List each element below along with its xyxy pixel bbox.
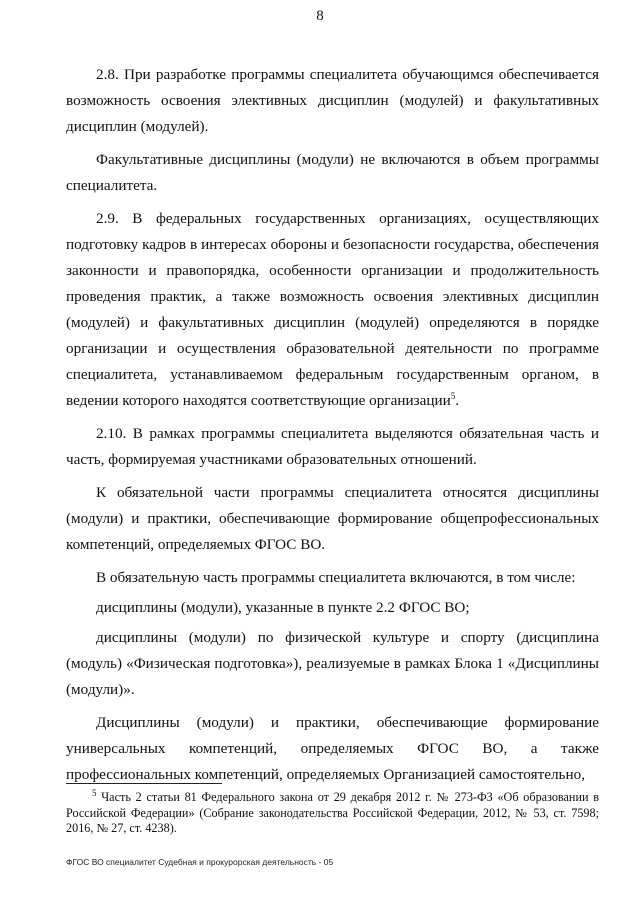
footnote-marker: 5 [92,787,97,798]
paragraph-includes: В обязательную часть программы специалитета включаются, в том числе: [96,569,576,586]
paragraph-2-10: 2.10. В рамках программы специалитета выделяются обязательная часть и часть, формируемая участниками образовательных отношений. [66,425,599,468]
footnote-reference[interactable]: 5 [450,390,456,401]
document-footer-id: ФГОС ВО специалитет Судебная и прокурорская деятельность - 05 [66,857,334,867]
paragraph-optional-disciplines: Факультативные дисциплины (модули) не включаются в объем программы специалитета. [66,151,599,194]
paragraph-universal-competences: Дисциплины (модули) и практики, обеспечивающие формирование универсальных компетенций, определяемых ФГОС ВО, а также профессиональных компетенций, определяемых Организацией самостоятельно, [66,714,599,783]
footnote-divider [66,783,222,784]
paragraph-2-8: 2.8. При разработке программы специалитета обучающимся обеспечивается возможность освоения элективных дисциплин (модулей) и факультативных дисциплин (модулей). [66,66,599,135]
footnote-text: Часть 2 статьи 81 Федерального закона от 29 декабря 2012 г. № 273-ФЗ «Об образовании в Российской Федерации» (Собрание законодательства Российской Федерации, 2012, № 53, ст. 7598; 2016, № 27, ст. 4238). [66,790,600,835]
paragraph-item-2-2: дисциплины (модули), указанные в пункте 2.2 ФГОС ВО; [96,599,470,616]
paragraph-2-9: 2.9. В федеральных государственных организациях, осуществляющих подготовку кадров в интересах обороны и безопасности государства, обеспечения законности и правопорядка, особенности организации и продолжительность проведения практик, а также возможность освоения элективных дисциплин (модулей) и факультативных дисциплин (модулей) определяются в порядке организации и осуществления образовательной деятельности по программе специалитета, устанавливаемом федеральным государственным органом, в ведении которого находятся соответствующие организации$^5$. [66,210,599,409]
page-number: 8 [316,8,324,24]
document-body [66,62,599,795]
paragraph-physical-culture: дисциплины (модули) по физической культуре и спорту (дисциплина (модуль) «Физическая подготовка»), реализуемые в рамках Блока 1 «Дисциплины (модули)». [66,629,599,698]
paragraph-2-9-text: 2.9. В федеральных государственных организациях, осуществляющих подготовку кадров в интересах обороны и безопасности государства, обеспечения законности и правопорядка, особенности организации и продолжительность проведения практик, а также возможность освоения элективных дисциплин (модулей) и факультативных дисциплин (модулей) определяются в порядке организации и осуществления образовательной деятельности по программе специалитета, устанавливаемом федеральным государственным органом, в ведении которого находятся соответствующие организации [66,210,599,409]
footnote [66,787,600,837]
paragraph-mandatory-part: К обязательной части программы специалитета относятся дисциплины (модули) и практики, обеспечивающие формирование общепрофессиональных компетенций, определяемых ФГОС ВО. [66,484,599,553]
